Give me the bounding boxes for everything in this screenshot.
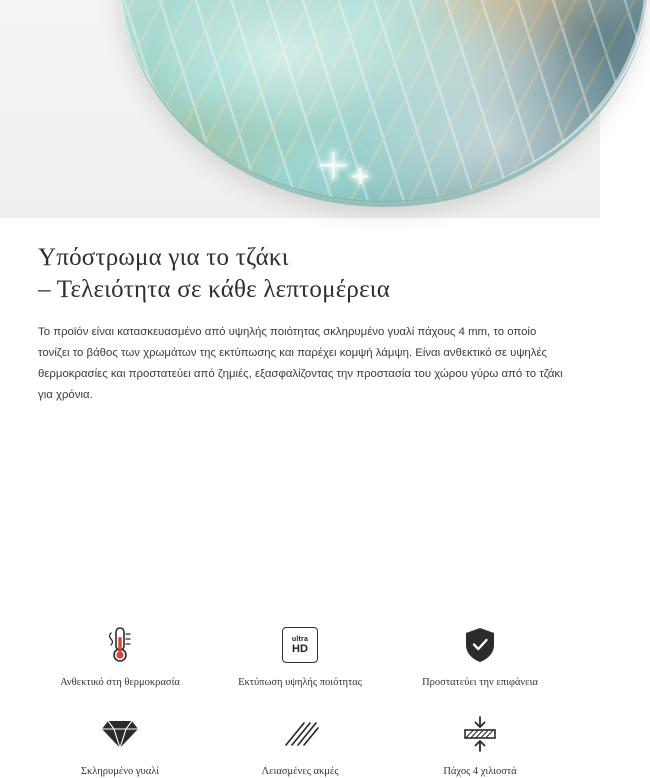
- thickness-arrows-icon: [460, 711, 500, 757]
- feature-surface-protection: [390, 622, 570, 689]
- diamond-icon: [100, 711, 140, 757]
- feature-label: Σκληρυμένο γυαλί: [80, 766, 160, 777]
- feature-label: Προστατεύει την επιφάνεια: [422, 677, 538, 688]
- description-paragraph: Το προϊόν είναι κατασκευασμένο από υψηλής ποιότητας σκληρυμένο γυαλί πάχους 4 mm, το οποίο τονίζει το βάθος των χρωμάτων της εκτύπωσης και παρέχει κομψή λάμψη. Είναι ανθεκτικό σε υψηλές θερμοκρασίες και προστατεύει από ζημιές, εξασφαλίζοντας την προστασία του χώρου γύρω από το τζάκι για χρόνια.: [38, 326, 563, 401]
- thermometer-icon: [103, 622, 137, 668]
- feature-label: Λειασμένες ακμές: [261, 766, 339, 777]
- page-title: [0, 218, 600, 306]
- feature-label: Εκτύπωση υψηλής ποιότητας: [238, 677, 362, 688]
- feature-ultra-hd-print: [210, 622, 390, 689]
- headline-line-1: Υπόστρωμα για το τζάκι: [38, 244, 289, 271]
- ultra-hd-badge-top: ultra: [291, 635, 309, 643]
- feature-label: Ανθεκτικό στη θερμοκρασία: [60, 677, 180, 688]
- hero-image: [0, 0, 600, 218]
- feature-thickness: [390, 711, 570, 778]
- polished-edges-icon: [280, 711, 320, 757]
- feature-temperature-resistant: [30, 622, 210, 689]
- feature-label: Πάχος 4 χιλιοστά: [443, 766, 517, 777]
- feature-grid: [30, 622, 570, 778]
- ultra-hd-badge: [282, 627, 318, 663]
- feature-row-1: [30, 622, 570, 689]
- feature-row-2: [30, 711, 570, 778]
- shield-check-icon: [461, 622, 499, 668]
- headline-line-2: – Τελειότητα σε κάθε λεπτομέρεια: [38, 276, 391, 303]
- feature-polished-edges: [210, 711, 390, 778]
- content-block: [0, 218, 600, 406]
- ultra-hd-icon: [282, 622, 318, 668]
- feature-tempered-glass: [30, 711, 210, 778]
- ultra-hd-badge-bottom: HD: [292, 642, 308, 655]
